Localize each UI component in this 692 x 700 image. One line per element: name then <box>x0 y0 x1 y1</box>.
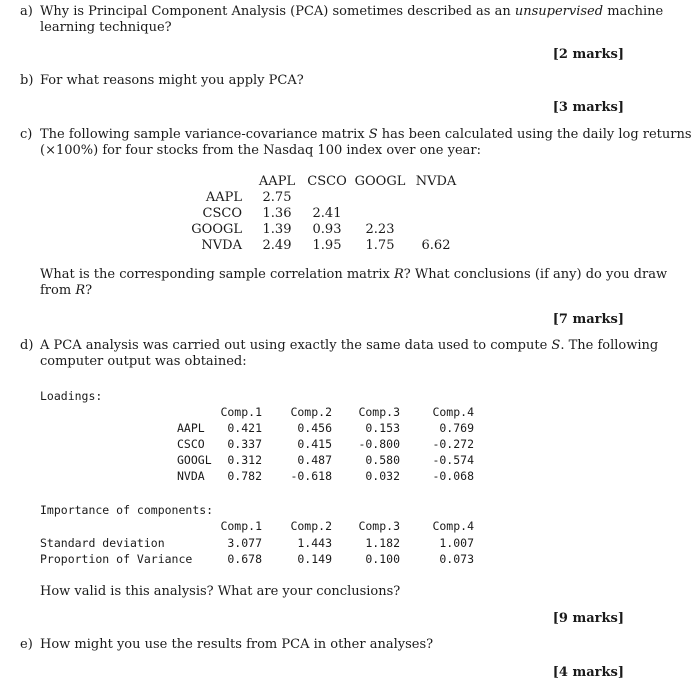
matrix-cell: 1.39 <box>262 222 292 237</box>
loadings-cell: 0.782 <box>227 469 262 483</box>
loadings-cell: 0.421 <box>227 421 262 435</box>
loadings-cell: 0.456 <box>297 421 332 435</box>
importance-cell: 3.077 <box>227 536 262 550</box>
matrix-cell: 0.93 <box>312 222 342 237</box>
importance-col-header: Comp.1 <box>220 519 262 533</box>
question-e-text: How might you use the results from PCA in other analyses? <box>40 637 434 652</box>
question-e-marks: [4 marks] <box>552 665 624 680</box>
matrix-cell: 2.75 <box>262 190 292 205</box>
importance-title: Importance of components: <box>40 503 214 517</box>
question-d-followup: How valid is this analysis? What are your conclusions? <box>40 584 401 599</box>
question-d-marks: [9 marks] <box>552 611 624 626</box>
loadings-row-label: NVDA <box>177 469 205 483</box>
matrix-col-header: NVDA <box>415 174 457 189</box>
matrix-col-header: AAPL <box>258 174 296 189</box>
loadings-col-header: Comp.4 <box>432 405 474 419</box>
question-c-followup-line1: What is the corresponding sample correlation matrix R? What conclusions (if any) do you draw <box>40 267 668 282</box>
loadings-cell: 0.337 <box>227 437 262 451</box>
matrix-cell: 2.41 <box>312 206 342 221</box>
loadings-cell: 0.415 <box>297 437 332 451</box>
importance-col-header: Comp.2 <box>290 519 332 533</box>
question-d-label: d) <box>20 338 34 353</box>
importance-row-label: Proportion of Variance <box>40 552 193 566</box>
matrix-row-label: CSCO <box>202 206 242 221</box>
loadings-cell: -0.272 <box>432 437 474 451</box>
matrix-row-label: NVDA <box>201 238 242 253</box>
question-c-text-line1: The following sample variance-covariance matrix S has been calculated using the daily log returns <box>40 127 692 142</box>
loadings-col-header: Comp.1 <box>220 405 262 419</box>
question-c-label: c) <box>20 127 33 142</box>
question-e-label: e) <box>20 637 33 652</box>
importance-col-header: Comp.4 <box>432 519 474 533</box>
question-d-text-line2: computer output was obtained: <box>40 354 247 369</box>
loadings-cell: 0.032 <box>365 469 400 483</box>
question-b-marks: [3 marks] <box>552 100 624 115</box>
importance-col-header: Comp.3 <box>358 519 400 533</box>
question-a-text-line2: learning technique? <box>40 20 172 35</box>
loadings-col-header: Comp.2 <box>290 405 332 419</box>
loadings-cell: 0.312 <box>227 453 262 467</box>
loadings-cell: -0.618 <box>290 469 332 483</box>
matrix-cell: 1.95 <box>312 238 342 253</box>
loadings-row-label: CSCO <box>177 437 205 451</box>
importance-cell: 1.182 <box>365 536 400 550</box>
loadings-cell: 0.487 <box>297 453 332 467</box>
loadings-cell: -0.800 <box>358 437 400 451</box>
loadings-cell: 0.580 <box>365 453 400 467</box>
question-a-text-line1: Why is Principal Component Analysis (PCA) sometimes described as an unsupervised machine <box>40 4 664 19</box>
matrix-col-header: CSCO <box>307 174 347 189</box>
loadings-cell: -0.068 <box>432 469 474 483</box>
matrix-cell: 1.36 <box>262 206 292 221</box>
importance-cell: 0.073 <box>439 552 474 566</box>
importance-cell: 1.443 <box>297 536 332 550</box>
question-d-text-line1: A PCA analysis was carried out using exactly the same data used to compute S. The following <box>40 338 659 353</box>
importance-cell: 0.678 <box>227 552 262 566</box>
matrix-row-label: GOOGL <box>191 222 242 237</box>
importance-cell: 0.100 <box>365 552 400 566</box>
importance-row-label: Standard deviation <box>40 536 165 550</box>
loadings-cell: 0.153 <box>365 421 400 435</box>
matrix-cell: 6.62 <box>421 238 451 253</box>
matrix-cell: 2.23 <box>365 222 395 237</box>
question-a-marks: [2 marks] <box>552 47 624 62</box>
loadings-row-label: AAPL <box>177 421 205 435</box>
matrix-cell: 2.49 <box>262 238 292 253</box>
question-c-marks: [7 marks] <box>552 312 624 327</box>
loadings-title: Loadings: <box>40 389 103 403</box>
question-b-text: For what reasons might you apply PCA? <box>40 73 304 88</box>
question-c-text-line2: (×100%) for four stocks from the Nasdaq 100 index over one year: <box>40 143 481 158</box>
question-a-label: a) <box>20 4 33 19</box>
question-c-followup-line2: from R? <box>40 283 93 298</box>
importance-cell: 0.149 <box>297 552 332 566</box>
loadings-cell: -0.574 <box>432 453 474 467</box>
matrix-row-label: AAPL <box>205 190 242 205</box>
matrix-cell: 1.75 <box>365 238 395 253</box>
loadings-cell: 0.769 <box>439 421 474 435</box>
question-b-label: b) <box>20 73 34 88</box>
importance-cell: 1.007 <box>439 536 474 550</box>
matrix-col-header: GOOGL <box>354 174 406 189</box>
loadings-row-label: GOOGL <box>177 453 212 467</box>
loadings-col-header: Comp.3 <box>358 405 400 419</box>
